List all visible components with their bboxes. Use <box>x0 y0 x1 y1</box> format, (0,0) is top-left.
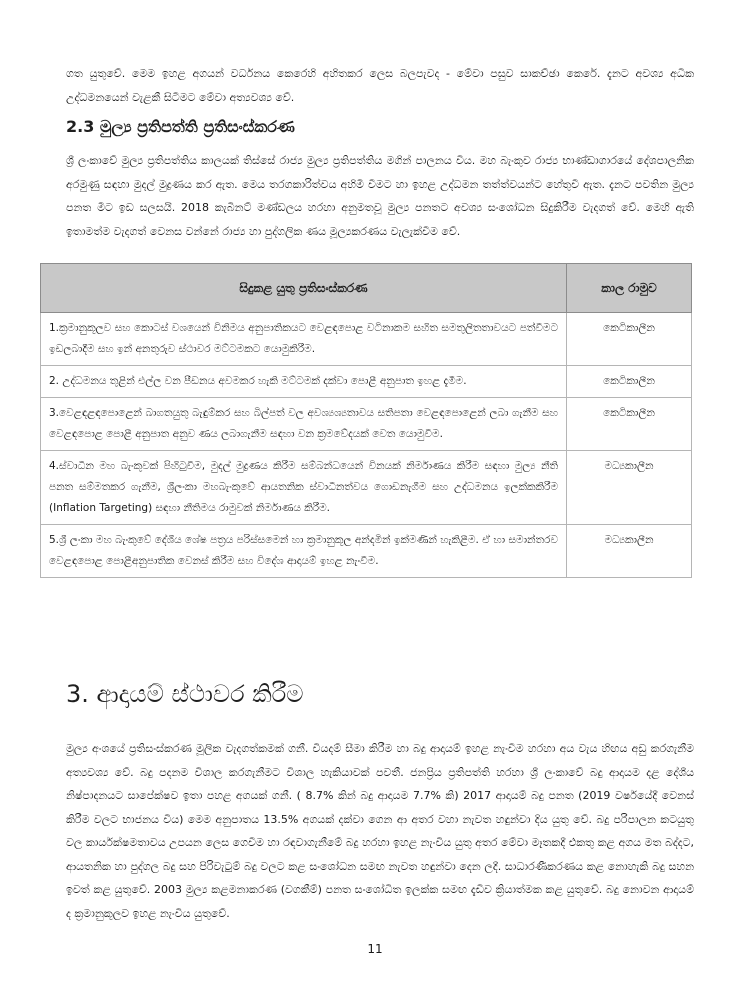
table-row <box>41 366 692 398</box>
table-row <box>41 313 692 366</box>
table-header-row <box>41 264 692 313</box>
section-3-paragraph: මුල්‍ය අංශයේ ප්‍රතිසංස්කරණ මූලික වැදගත්කමක් ගනී. වියදම් සීමා කිරීම හා බදු ආදායම් ඉහළ නැංවීම හරහා අය වැය හිඟය අඩු කරගැනීම අත්‍යවශ්‍ය වේ. බදු පදනම විශාල කරගැනීමට විශාල හැකියාවක් පවතී. ජනප්‍රිය ප්‍රතිපත්ති හරහා ශ්‍රී ලංකාවේ බදු ආදායම දළ දේශීය නිෂ්පාදනයට සාපේක්ෂව ඉතා පහළ අගයක් ගනී. ( 8.7% කින් බදු ආදායම 7.7% කි) 2017 ආදායම් බදු පනත (2019 වර්ෂයේදී වෙනස් කිරීම වලට භාජනය විය) මෙම අනුපාතය 13.5% අගයක් දක්වා ගෙන ආ අතර වහා නැවත හඳුන්වා දිය යුතු වේ. බදු පරිපාලන කටයුතු වල කාර්යක්ෂමතාවය උපයන ලෙස ගෙවීම හා රඳවාගැනීමේ බදු හරහා ඉහළ නැංවිය යුතු අතර මේවා මෑතකදී එකතු කළ අගය මත බද්දට, ආයතනික හා පුද්ගල බදු සහ පිරිවැටුම් බදු වලට කළ සංශෝධන සමඟ නැවත හඳුන්වා දෙන ලදී. සාධාරණීකරණය කළ නොහැකි බදු සහන ඉවත් කළ යුතුවේ. 2003 මුල්‍ය කළමනාකරණ (වගකීම්) පනත සංශෝධිත ඉලක්ක සමඟ දැඩිව ක්‍රියාත්මක කළ යුතුවේ. බදු නොවන ආදායම් ද ක්‍රමානුකූලව ඉහළ නැංවිය යුතුවේ. <box>66 742 695 920</box>
page-number: 11 <box>367 942 383 956</box>
table-row <box>41 398 692 451</box>
header-reform: සිදුකළ යුතු ප්‍රතිසංස්කරණ <box>41 264 567 313</box>
timeframe-cell: මධ්‍යකාලීන <box>567 451 692 525</box>
section-2-3-paragraph: ශ්‍රී ලංකාවේ මුල්‍ය ප්‍රතිපත්තිය කාලයක් තිස්සේ රාජ්‍ය මුල්‍ය ප්‍රතිපත්තිය මගින් පාලනය විය. මහ බැංකුව රාජ්‍ය භාණ්ඩාගාරයේ දේශපාලනික අරමුණු සඳහා මුදල් මුද්‍රණය කර ඇත. මෙය තරගකාරිත්වය අහිමි වීමට හා ඉහළ උද්ධමන තත්ත්වයන්ට හේතුවී ඇත. දැනට පවතින මුල්‍ය පනත මීට ඉඩ සලසයි. 2018 කැබිනට් මණ්ඩලය හරහා අනුමතවූ මුල්‍ය පනතට අවශ්‍ය සංශෝධන සිදුකිරීම වැදගත් වේ. මෙහි ඇති ඉතාමත්ම වැදගත් වෙනස වන්නේ රාජ්‍ය හා පුද්ගලික ණය මූල්‍යකරණය වැලැක්වීම වේ. <box>66 154 694 238</box>
reform-cell: 3.වෙළඳළඳපොළෙන් බාගතයුතු බැඳුම්කර සහ බිල්පත් වල අවශ්‍යශ්‍යතාවය සතිපතා වෙළඳපොළෙන් ලබා ගැනීම සහ වෙළඳපොළ පොළී අනුපාත අනුව ණය ලබාගැනීම සඳහා වන ක්‍රමවේදයක් වෙත යොමුවීම. <box>41 398 567 451</box>
reform-table <box>40 263 692 578</box>
table-row <box>41 525 692 578</box>
timeframe-cell: කෙටිකාලීන <box>567 366 692 398</box>
reform-cell: 4.ස්වාධීන මහ බැංකුවක් පිහිටුවීම, මුදල් මුද්‍රණය කිරීම සම්බන්ධයෙන් විනයක් නිර්මාණය කිරීම සඳහා මුල්‍ය නීති පනත සම්මතකර ගැනීම, ශ්‍රීලංකා මහබැංකුවේ ආයතනික ස්වාධීනත්වය ගොඩනැගීම සහ උද්ධමනය ඉලක්කකිරීම (Inflation Targeting) සඳහා නීතිමය රාමුවක් නිර්මාණය කිරීම. <box>41 451 567 525</box>
section-heading-2-3: 2.3 මුල්‍ය ප්‍රතිපත්ති ප්‍රතිසංස්කරණ <box>66 117 295 136</box>
timeframe-cell: කෙටිකාලීන <box>567 313 692 366</box>
table-row <box>41 451 692 525</box>
reform-cell: 1.ක්‍රමානුකූලව සහ කොටස් වශයෙන් විනිමය අනුපාතිකයට වෙළඳපොළ වටිනාකම සහිත සමතුලිතතාවයට පත්වීමට ඉඩලබාදීම සහ ඉන් අනතුරුව ස්ථාවර මට්ටමකට යොමුකිරීම. <box>41 313 567 366</box>
section-heading-3: 3. ආදායම් ස්ථාවර කිරීම <box>66 680 304 708</box>
timeframe-cell: මධ්‍යකාලීන <box>567 525 692 578</box>
reform-cell: 2. උද්ධමනය තුළින් එල්ල වන පීඩනය අවමකර හැකි මට්ටමක් දක්වා පොළී අනුපාත ඉහළ දැමීම. <box>41 366 567 398</box>
intro-paragraph: ගත යුතුවේ. මෙම ඉහළ අගයන් වර්ධනය කෙරෙහි අහිතකර ලෙස බලපැවද - මේවා පසුව සාකච්ඡා කෙරේ. දැනට අවශ්‍ය අධික උද්ධමනයෙන් වැළකී සිටීමට මේවා අත්‍යවශ්‍ය වේ. <box>66 67 694 104</box>
reform-cell: 5.ශ්‍රී ලංකා මහ බැංකුවේ දේශීය ශේෂ පත්‍රය පරිස්සමෙන් හා ක්‍රමානුකූල අන්දමින් ඉක්මණින් හැකිළීම. ඒ හා සමාන්තරව වෙළඳපොළ පොළීඅනුපාතික වෙනස් කිරීම සහ විදේශ ආදායම් ඉහළ නැංවීම. <box>41 525 567 578</box>
timeframe-cell: කෙටිකාලීන <box>567 398 692 451</box>
header-timeframe: කාල රාමුව <box>567 264 692 313</box>
